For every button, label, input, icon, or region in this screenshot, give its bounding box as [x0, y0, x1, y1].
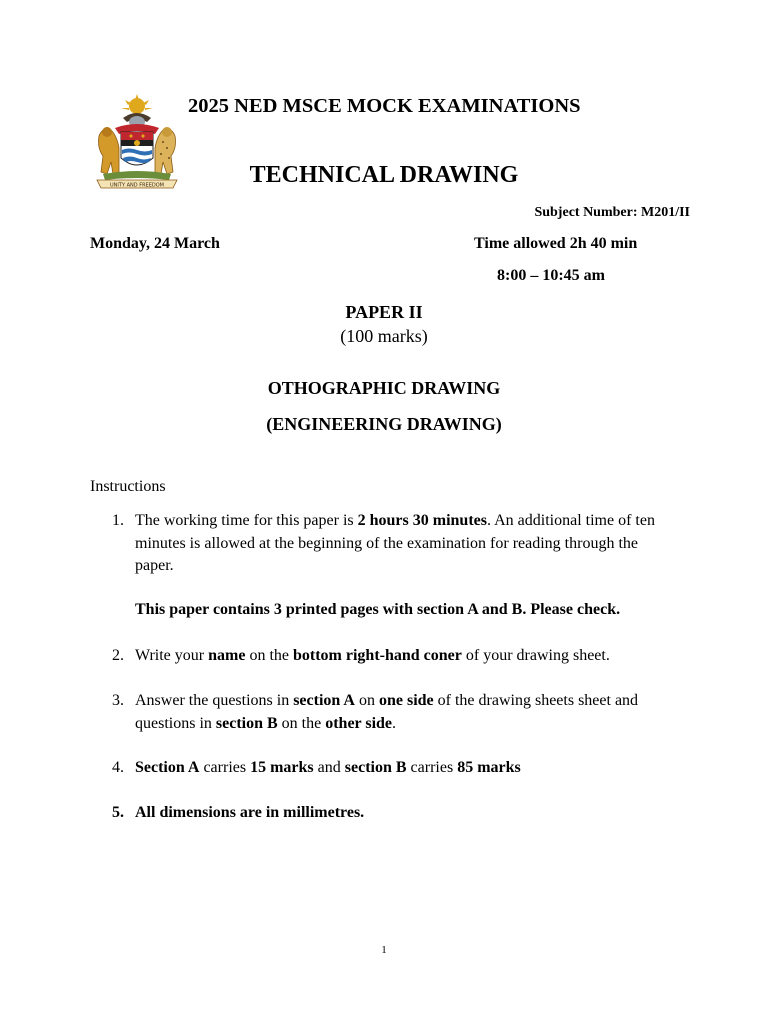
page-number: 1	[381, 944, 387, 956]
instruction-text: The working time for this paper is 2 hours 30 minutes. An additional time of ten minutes is allowed at the beginning of the examination for reading through the paper.	[135, 512, 655, 574]
page-count-note: This paper contains 3 printed pages with section A and B. Please check.	[135, 601, 621, 618]
instruction-number: 2.	[112, 647, 124, 664]
instructions-heading: Instructions	[90, 478, 166, 495]
instruction-number: 1.	[112, 512, 124, 529]
instruction-text: Write your name on the bottom right-hand coner of your drawing sheet.	[135, 647, 610, 664]
instruction-number: 5.	[112, 804, 124, 821]
topic-line-2: (ENGINEERING DRAWING)	[266, 414, 502, 434]
instruction-text: Answer the questions in section A on one side of the drawing sheets sheet and questions in section B on the other side.	[135, 692, 639, 732]
exam-date: Monday, 24 March	[90, 235, 220, 252]
instruction-text: Section A carries 15 marks and section B carries 85 marks	[135, 759, 521, 776]
topic-line-1: OTHOGRAPHIC DRAWING	[267, 378, 501, 398]
paper-title: PAPER II	[345, 302, 423, 322]
paper-marks: (100 marks)	[340, 326, 428, 346]
instruction-text: All dimensions are in millimetres.	[135, 804, 365, 821]
instruction-number: 3.	[112, 692, 124, 709]
exam-title: 2025 NED MSCE MOCK EXAMINATIONS	[188, 95, 581, 117]
subject-number: Subject Number: M201/II	[534, 205, 690, 220]
crest-motto: UNITY AND FREEDOM	[110, 182, 164, 189]
instruction-number: 4.	[112, 759, 124, 776]
time-range: 8:00 – 10:45 am	[497, 267, 605, 284]
time-allowed: Time allowed 2h 40 min	[474, 235, 638, 252]
subject-title: TECHNICAL DRAWING	[249, 162, 519, 188]
